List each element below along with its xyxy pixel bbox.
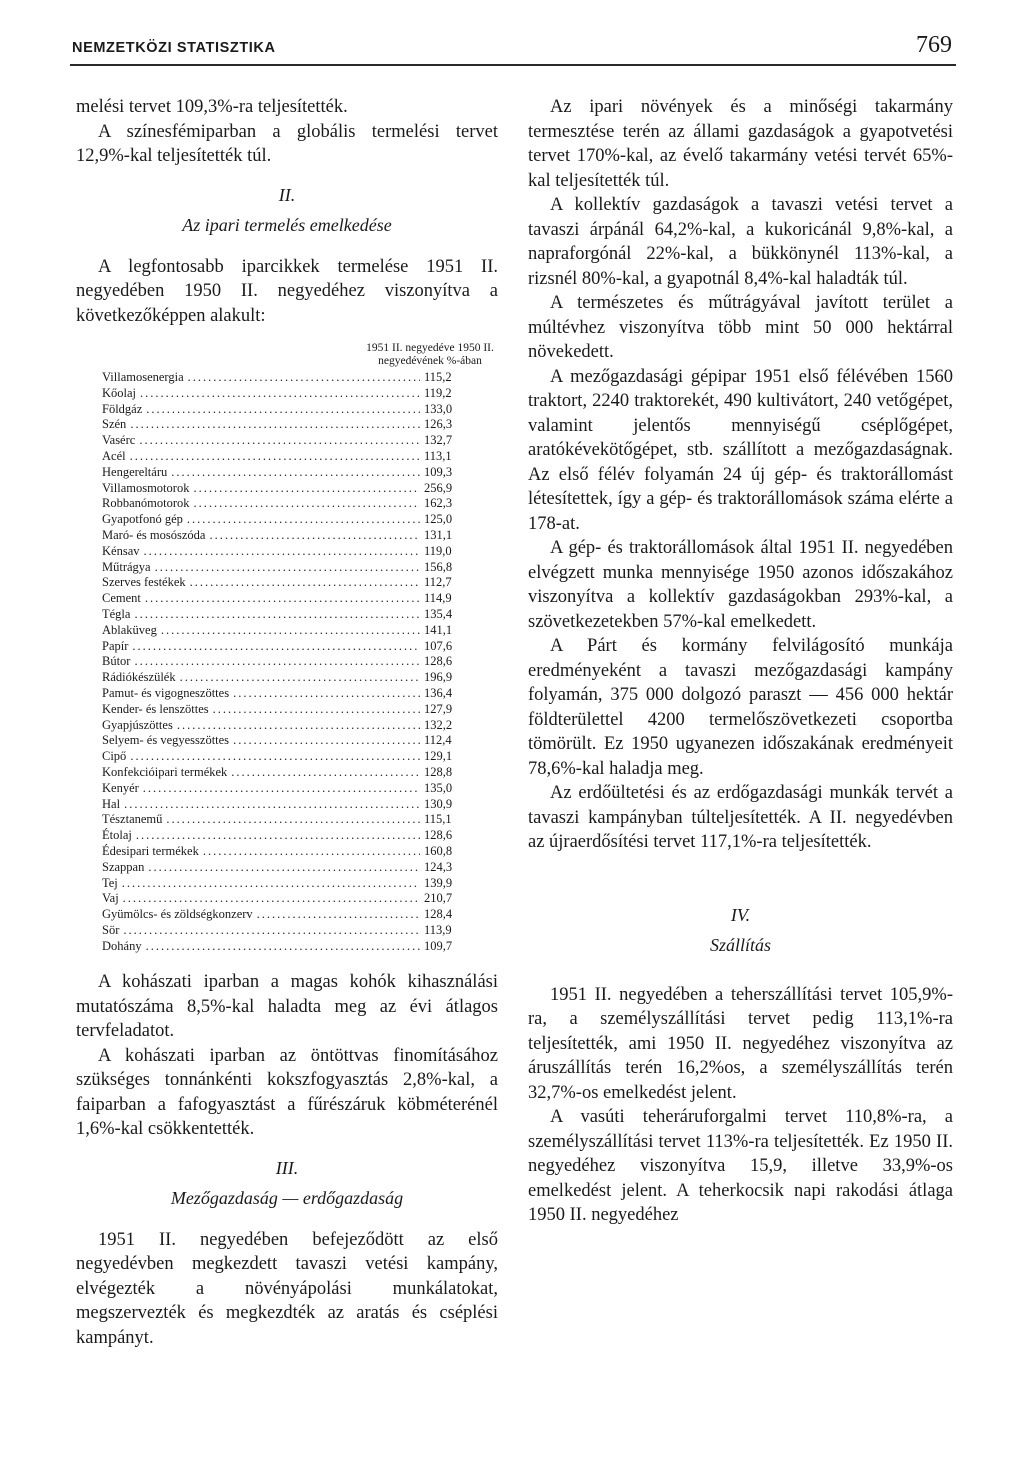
dot-leader — [193, 481, 420, 497]
dot-leader — [190, 575, 420, 591]
page-header — [70, 32, 956, 66]
paragraph: melési tervet 109,3%-ra teljesítették. — [76, 97, 348, 117]
paragraph: A Párt és kormány felvilágosító munkája eredményeként a tavaszi mezőgazdasági kampány folyamán, 375 000 dolgozó paraszt — 456 000 hektár földterülettel 4200 termelőszövetkezeti csoportba tömörült. Ez 1950 ugyanezen időszakának eredményeit 78,6%-kal haladja meg. — [528, 636, 953, 779]
dot-leader — [123, 891, 420, 907]
table-row-label: Bútor — [102, 654, 131, 669]
table-row — [76, 860, 498, 876]
dot-leader — [233, 733, 420, 749]
table-row — [76, 844, 498, 860]
paragraph: 1951 II. negyedében befejeződött az első negyedévben megkezdett tavaszi vetési kampány, elvégezték a növényápolási munkálatokat, megszervezték és megkezdték az aratás és cséplési kampányt. — [76, 1229, 498, 1348]
table-row-label: Gyapjúszöttes — [102, 717, 173, 732]
table-row-value: 135,0 — [424, 780, 453, 795]
table-row-value: 135,4 — [424, 606, 453, 621]
section-title: Az ipari termelés emelkedése — [182, 214, 392, 235]
paragraph: A természetes és műtrágyával javított terület a múltévhez viszonyítva több mint 50 000 hektárral növekedett. — [528, 293, 953, 362]
table-row-label: Selyem- és vegyesszöttes — [102, 733, 230, 748]
table-row-value: 162,3 — [424, 496, 453, 511]
table-row-value: 160,8 — [424, 843, 453, 858]
table-row-value: 136,4 — [424, 685, 453, 700]
table-row-value: 129,1 — [424, 749, 453, 764]
table-row — [76, 417, 498, 433]
dot-leader — [188, 370, 420, 386]
table-row — [76, 465, 498, 481]
table-row-label: Vaj — [102, 891, 119, 906]
section-title: Szállítás — [709, 934, 771, 955]
dot-leader — [130, 749, 420, 765]
dot-leader — [123, 923, 420, 939]
dot-leader — [146, 402, 420, 418]
table-row-value: 119,0 — [424, 543, 452, 558]
dot-leader — [161, 623, 420, 639]
paragraph: A vasúti teheráruforgalmi tervet 110,8%-ra, a személyszállítási tervet 113%-ra teljesítették. Ez 1950 II. negyedéhez viszonyítva 15,9, illetve 33,9%-os emelkedést jelent. A teherkocsik napi rakodási átlaga 1950 II. negyedéhez — [528, 1107, 953, 1225]
table-row-label: Acél — [102, 448, 126, 463]
table-row-label: Robbanómotorok — [102, 496, 190, 511]
table-row-label: Kenyér — [102, 780, 139, 795]
table-row-value: 113,1 — [424, 448, 452, 463]
table-row-label: Vasérc — [102, 433, 136, 448]
dot-leader — [124, 797, 420, 813]
table-row-value: 124,3 — [424, 859, 453, 874]
paragraph: 1951 II. negyedében a teherszállítási tervet 105,9%-ra, a személyszállítási tervet pedig 113,1%-ra teljesítették, ami 1950 II. negyedéhez viszonyítva az áruszállítás terén 16,2%os, a személyszállítás terén 32,7%-os emelkedést jelent. — [528, 984, 953, 1103]
table-row-value: 130,9 — [424, 796, 453, 811]
table-row-value: 196,9 — [424, 670, 453, 685]
dot-leader — [203, 844, 420, 860]
table-row-value: 131,1 — [424, 527, 453, 542]
table-row-label: Kőolaj — [102, 385, 137, 400]
table-row-value: 141,1 — [424, 622, 453, 637]
dot-leader — [180, 670, 420, 686]
table-row-label: Villamosenergia — [102, 370, 184, 384]
dot-leader — [231, 765, 420, 781]
dot-leader — [130, 449, 420, 465]
table-row — [76, 402, 498, 418]
table-row-label: Villamosmotorok — [102, 480, 190, 495]
table-row-value: 256,9 — [424, 480, 453, 495]
table-row-label: Cement — [102, 591, 141, 606]
table-row-label: Maró- és mosószóda — [102, 527, 206, 542]
paragraph: A kohászati iparban az öntöttvas finomításához szükséges tonnánkénti kokszfogyasztás 2,8%-kal, a faiparban a fafogyasztást a fűrészáruk köbméterénél 1,6%-kal csökkentették. — [76, 1045, 498, 1140]
table-row — [76, 639, 498, 655]
table-row — [76, 828, 498, 844]
table-row-label: Pamut- és vigogneszöttes — [102, 685, 230, 700]
table-row-label: Tégla — [102, 606, 131, 621]
left-column — [76, 95, 498, 1350]
table-row — [76, 386, 498, 402]
dot-leader — [194, 496, 421, 512]
dot-leader — [144, 544, 421, 560]
table-row — [76, 733, 498, 749]
table-row — [76, 496, 498, 512]
section-number: II. — [278, 184, 296, 205]
table-row-label: Étolaj — [102, 828, 132, 843]
table-row-value: 210,7 — [424, 891, 453, 906]
dot-leader — [130, 417, 420, 433]
table-row — [76, 512, 498, 528]
table-row-value: 112,4 — [424, 733, 452, 748]
paragraph: A mezőgazdasági gépipar 1951 első félévében 1560 traktort, 2240 traktorekét, 490 kultivátort, 240 vetőgépet, valamint jelentős mennyiségű cséplőgépet, aratókévekötőgépet, stb. szállított a mezőgazdaságnak. Az első félév folyamán 24 új gép- és traktorállomást létesítettek, így a gép- és traktorállomások száma elérte a 178-at. — [528, 366, 953, 534]
page-number: 769 — [916, 32, 952, 58]
table-row-value: 128,8 — [424, 764, 453, 779]
table-row-label: Földgáz — [102, 401, 143, 416]
section-title: Mezőgazdaság — erdőgazdaság — [170, 1187, 404, 1208]
table-row-value: 132,2 — [424, 717, 453, 732]
section-number: IV. — [730, 904, 751, 925]
table-row-value: 156,8 — [424, 559, 453, 574]
production-table — [76, 370, 498, 954]
table-row — [76, 591, 498, 607]
dot-leader — [146, 939, 420, 955]
table-row-value: 127,9 — [424, 701, 453, 716]
table-row — [76, 812, 498, 828]
table-row — [76, 544, 498, 560]
table-row-value: 109,7 — [424, 938, 453, 953]
table-row-label: Papír — [102, 638, 129, 653]
paragraph: A színesfémiparban a globális termelési tervet 12,9%-kal teljesítették túl. — [76, 121, 498, 166]
table-row-label: Szappan — [102, 859, 145, 874]
table-row — [76, 781, 498, 797]
table-row-label: Szén — [102, 417, 127, 432]
paragraph: A gép- és traktorállomások által 1951 II. negyedében elvégzett munka mennyisége 1950 azonos időszakához viszonyítva a kollektív gazdaságokban 293%-kal, a szövetkezetekben 57%-kal emelkedett. — [528, 538, 953, 632]
dot-leader — [257, 907, 420, 923]
dot-leader — [166, 812, 420, 828]
dot-leader — [122, 876, 420, 892]
table-row-label: Szerves festékek — [102, 575, 186, 590]
table-row — [76, 686, 498, 702]
table-row-label: Rádiókészülék — [102, 670, 176, 685]
dot-leader — [177, 718, 420, 734]
table-row — [76, 797, 498, 813]
table-row-label: Gyapotfonó gép — [102, 512, 183, 527]
table-row-value: 126,3 — [424, 417, 453, 432]
section-number: III. — [275, 1157, 299, 1178]
table-row — [76, 749, 498, 765]
table-row — [76, 702, 498, 718]
table-row-label: Konfekcióipari termékek — [102, 764, 228, 779]
dot-leader — [155, 560, 420, 576]
table-row — [76, 481, 498, 497]
table-row-label: Édesipari termékek — [102, 843, 199, 858]
table-row — [76, 939, 498, 955]
table-row-value: 139,9 — [424, 875, 453, 890]
table-row-label: Hengereltáru — [102, 464, 168, 479]
dot-leader — [171, 465, 420, 481]
table-row-label: Kénsav — [102, 543, 140, 558]
table-row — [76, 607, 498, 623]
dot-leader — [143, 781, 420, 797]
table-row — [76, 575, 498, 591]
running-title: NEMZETKÖZI STATISZTIKA — [72, 40, 276, 56]
paragraph: A kohászati iparban a magas kohók kihasználási mutatószáma 8,5%-kal haladta meg az évi átlagos tervfeladatot. — [76, 972, 498, 1042]
table-column-header: 1951 II. negyedéve 1950 II. negyedévének %-ában — [366, 342, 494, 367]
table-row-label: Hal — [102, 796, 121, 811]
dot-leader — [134, 654, 420, 670]
table-row — [76, 560, 498, 576]
table-row-label: Műtrágya — [102, 559, 151, 574]
table-row-label: Tésztanemű — [102, 812, 163, 827]
table-row — [76, 718, 498, 734]
table-row-value: 107,6 — [424, 638, 453, 653]
table-row — [76, 923, 498, 939]
paragraph: A legfontosabb iparcikkek termelése 1951 II. negyedében 1950 II. negyedéhez viszonyítva a következőképpen alakult: — [76, 256, 498, 326]
table-row — [76, 370, 498, 386]
table-row-label: Kender- és lenszöttes — [102, 701, 209, 716]
dot-leader — [145, 591, 420, 607]
table-row-value: 113,9 — [424, 922, 452, 937]
table-row — [76, 765, 498, 781]
table-row-value: 119,2 — [424, 385, 452, 400]
table-row-label: Gyümölcs- és zöldségkonzerv — [102, 907, 253, 922]
table-row-value: 112,7 — [424, 575, 452, 590]
dot-leader — [213, 702, 420, 718]
table-row — [76, 449, 498, 465]
table-row-value: 132,7 — [424, 433, 453, 448]
paragraph: Az erdőültetési és az erdőgazdasági munkák tervét a tavaszi kampányban túlteljesítették. A II. negyedévben az újraerdősítési tervet 117,1%-ra teljesítették. — [528, 783, 953, 852]
paragraph: A kollektív gazdaságok a tavaszi vetési tervet a tavaszi árpánál 64,2%-kal, a kukoricánál 9,8%-kal, a napraforgónál 22%-kal, a bükkönynél 113%-kal, a rizsnél 80%-kal, a gyapotnál 8,4%-kal haladták túl. — [528, 195, 953, 289]
dot-leader — [209, 528, 420, 544]
table-row-value: 114,9 — [424, 591, 452, 606]
dot-leader — [136, 828, 420, 844]
table-row — [76, 528, 498, 544]
dot-leader — [187, 512, 420, 528]
table-row-value: 109,3 — [424, 464, 453, 479]
table-row — [76, 891, 498, 907]
table-row — [76, 876, 498, 892]
table-row-value: 115,1 — [424, 812, 452, 827]
table-row-value: 128,6 — [424, 654, 453, 669]
table-row-value: 128,6 — [424, 828, 453, 843]
table-row — [76, 623, 498, 639]
table-row-label: Tej — [102, 875, 118, 890]
table-row-label: Ablaküveg — [102, 622, 157, 637]
table-row-value: 133,0 — [424, 401, 453, 416]
table-row — [76, 670, 498, 686]
table-row-value: 125,0 — [424, 512, 453, 527]
table-row-label: Sör — [102, 922, 120, 937]
table-row — [76, 433, 498, 449]
table-row-label: Dohány — [102, 938, 142, 953]
paragraph: Az ipari növények és a minőségi takarmány termesztése terén az állami gazdaságok a gyapotvetési tervet 170%-kal, az évelő takarmány vetési tervét 65%-kal teljesítették túl. — [528, 97, 953, 191]
dot-leader — [233, 686, 420, 702]
dot-leader — [139, 433, 420, 449]
right-column — [528, 95, 953, 1228]
table-row — [76, 907, 498, 923]
table-row-label: Cipő — [102, 749, 127, 764]
dot-leader — [148, 860, 420, 876]
dot-leader — [132, 639, 420, 655]
table-row — [76, 654, 498, 670]
table-row-value: 128,4 — [424, 907, 453, 922]
dot-leader — [134, 607, 420, 623]
dot-leader — [140, 386, 420, 402]
table-row-value: 115,2 — [424, 370, 452, 384]
